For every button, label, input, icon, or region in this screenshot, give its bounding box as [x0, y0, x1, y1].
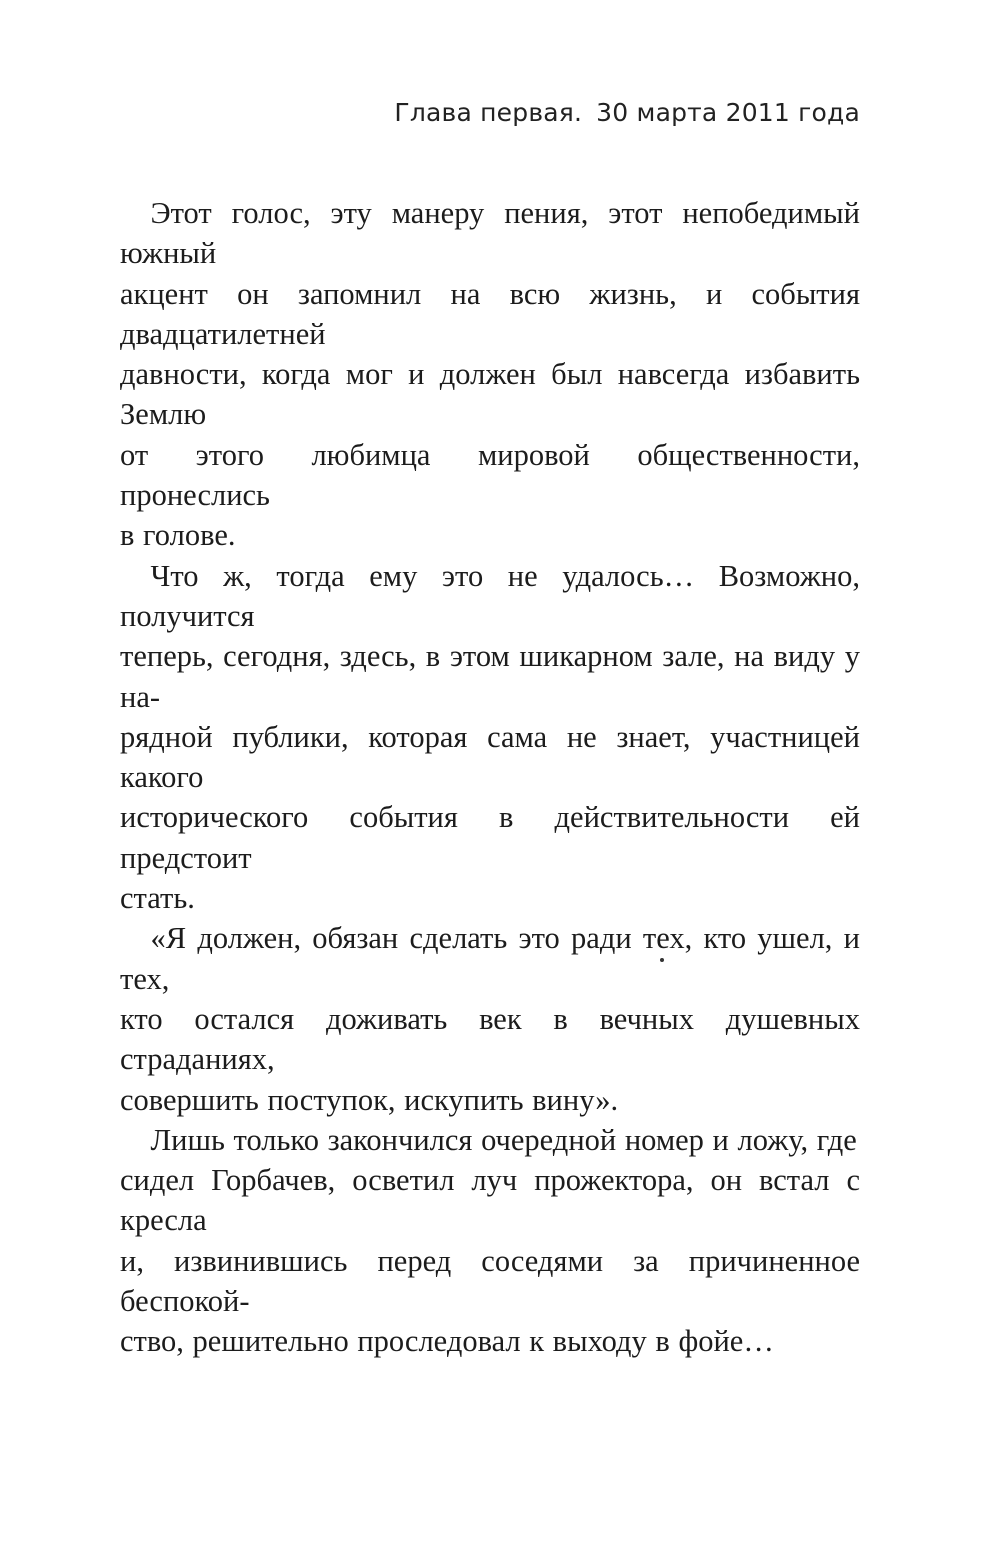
paragraph-1: Этот голос, эту манеру пения, этот непобедимый южный акцент он запомнил на всю жизнь, и события двадцатилетней давности, когда мог и должен был навсегда избавить Землю от этого любимца мировой общественности, пронеслись в голове. — [120, 196, 860, 553]
body-text — [120, 193, 860, 1362]
running-head — [394, 98, 860, 127]
chapter-title: Глава первая. — [394, 98, 583, 127]
print-speck — [660, 958, 664, 962]
paragraph-3: «Я должен, обязан сделать это ради тех, кто ушел, и тех, кто остался доживать век в вечных душевных страданиях, совершить поступок, искупить вину». — [120, 921, 860, 1117]
paragraph-2: Что ж, тогда ему это не удалось… Возможно, получится теперь, сегодня, здесь, в этом шикарном зале, на виду у на- рядной публики, которая сама не знает, участницей какого исторического события в действительности ей предстоит стать. — [120, 558, 860, 916]
chapter-date: 30 марта 2011 года — [596, 98, 860, 127]
paragraph-4: Лишь только закончился очередной номер и ложу, где сидел Горбачев, осветил луч прожектора, он встал с кресла и, извинившись перед соседями за причиненное беспокой- ство, решительно проследовал к выходу в фойе… — [120, 1122, 860, 1359]
